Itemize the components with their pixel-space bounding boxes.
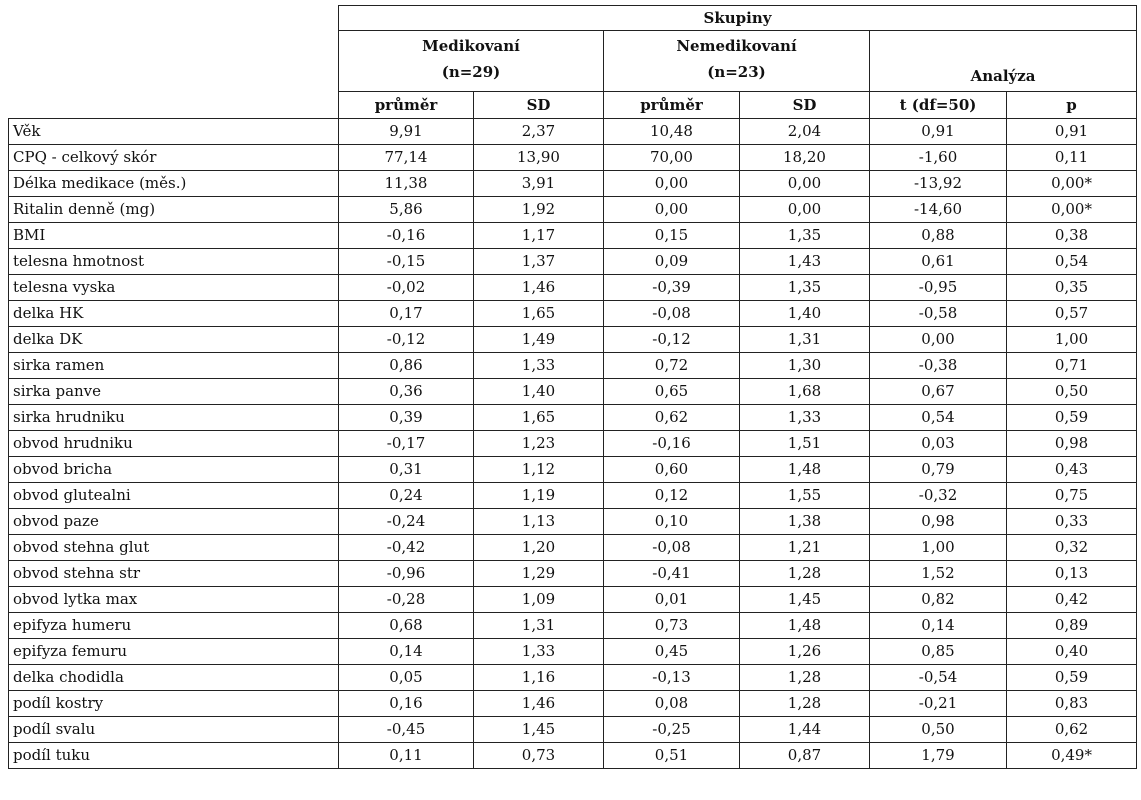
cell-t-value: 0,85	[870, 639, 1007, 665]
cell-medicated-mean: -0,28	[339, 587, 474, 613]
table-row	[9, 353, 1137, 379]
cell-t-value: -0,32	[870, 483, 1007, 509]
cell-unmedicated-mean: 0,00	[604, 171, 740, 197]
cell-unmedicated-mean: 0,51	[604, 743, 740, 769]
cell-medicated-mean: -0,12	[339, 327, 474, 353]
cell-medicated-mean: 0,11	[339, 743, 474, 769]
cell-medicated-mean: -0,02	[339, 275, 474, 301]
table-body	[9, 119, 1137, 769]
cell-medicated-sd: 1,46	[474, 275, 604, 301]
row-label: CPQ - celkový skór	[9, 145, 339, 171]
cell-t-value: 1,52	[870, 561, 1007, 587]
row-label: podíl kostry	[9, 691, 339, 717]
table-header	[9, 6, 1137, 119]
cell-p-value: 1,00	[1007, 327, 1137, 353]
cell-p-value: 0,40	[1007, 639, 1137, 665]
cell-medicated-sd: 1,16	[474, 665, 604, 691]
cell-unmedicated-mean: 0,12	[604, 483, 740, 509]
row-label: delka HK	[9, 301, 339, 327]
cell-unmedicated-sd: 2,04	[740, 119, 870, 145]
row-label: podíl svalu	[9, 717, 339, 743]
cell-medicated-sd: 13,90	[474, 145, 604, 171]
cell-medicated-mean: 0,14	[339, 639, 474, 665]
cell-p-value: 0,59	[1007, 405, 1137, 431]
row-label: obvod stehna glut	[9, 535, 339, 561]
cell-p-value: 0,00*	[1007, 171, 1137, 197]
cell-unmedicated-mean: 0,73	[604, 613, 740, 639]
cell-unmedicated-mean: -0,12	[604, 327, 740, 353]
cell-unmedicated-mean: 0,09	[604, 249, 740, 275]
cell-medicated-sd: 1,20	[474, 535, 604, 561]
cell-p-value: 0,83	[1007, 691, 1137, 717]
cell-unmedicated-mean: -0,16	[604, 431, 740, 457]
cell-unmedicated-sd: 1,43	[740, 249, 870, 275]
cell-p-value: 0,62	[1007, 717, 1137, 743]
row-label: delka DK	[9, 327, 339, 353]
cell-unmedicated-sd: 1,45	[740, 587, 870, 613]
group-unmedicated-n: (n=23)	[707, 63, 766, 81]
cell-t-value: -0,54	[870, 665, 1007, 691]
cell-t-value: 0,67	[870, 379, 1007, 405]
cell-p-value: 0,43	[1007, 457, 1137, 483]
table-row	[9, 665, 1137, 691]
cell-medicated-sd: 1,12	[474, 457, 604, 483]
cell-unmedicated-mean: 10,48	[604, 119, 740, 145]
table-row	[9, 405, 1137, 431]
row-label: obvod bricha	[9, 457, 339, 483]
group-unmedicated-name: Nemedikovaní	[676, 37, 797, 55]
row-label: delka chodidla	[9, 665, 339, 691]
cell-unmedicated-sd: 1,28	[740, 691, 870, 717]
col-header-medicated-mean: průměr	[339, 92, 474, 119]
cell-p-value: 0,89	[1007, 613, 1137, 639]
group-unmedicated-header	[604, 31, 870, 92]
table-row	[9, 249, 1137, 275]
cell-unmedicated-sd: 1,31	[740, 327, 870, 353]
cell-medicated-mean: -0,45	[339, 717, 474, 743]
row-label: sirka panve	[9, 379, 339, 405]
cell-t-value: 0,82	[870, 587, 1007, 613]
col-header-medicated-sd: SD	[474, 92, 604, 119]
cell-t-value: -0,38	[870, 353, 1007, 379]
analysis-header: Analýza	[870, 31, 1137, 92]
cell-t-value: 0,00	[870, 327, 1007, 353]
cell-p-value: 0,59	[1007, 665, 1137, 691]
cell-p-value: 0,71	[1007, 353, 1137, 379]
cell-unmedicated-sd: 1,28	[740, 561, 870, 587]
cell-p-value: 0,57	[1007, 301, 1137, 327]
col-header-t: t (df=50)	[870, 92, 1007, 119]
cell-medicated-mean: -0,42	[339, 535, 474, 561]
cell-t-value: 0,03	[870, 431, 1007, 457]
table-row	[9, 223, 1137, 249]
cell-unmedicated-mean: 0,72	[604, 353, 740, 379]
cell-unmedicated-mean: -0,41	[604, 561, 740, 587]
row-label: BMI	[9, 223, 339, 249]
cell-unmedicated-sd: 1,35	[740, 223, 870, 249]
cell-unmedicated-mean: -0,08	[604, 535, 740, 561]
cell-medicated-mean: 0,68	[339, 613, 474, 639]
cell-medicated-sd: 1,17	[474, 223, 604, 249]
table-row	[9, 275, 1137, 301]
cell-unmedicated-sd: 1,48	[740, 457, 870, 483]
cell-medicated-sd: 1,31	[474, 613, 604, 639]
table-row	[9, 717, 1137, 743]
table-row	[9, 483, 1137, 509]
cell-medicated-sd: 3,91	[474, 171, 604, 197]
cell-t-value: 0,14	[870, 613, 1007, 639]
cell-p-value: 0,35	[1007, 275, 1137, 301]
cell-medicated-sd: 1,13	[474, 509, 604, 535]
cell-medicated-sd: 1,40	[474, 379, 604, 405]
table-row	[9, 691, 1137, 717]
cell-p-value: 0,75	[1007, 483, 1137, 509]
cell-p-value: 0,11	[1007, 145, 1137, 171]
cell-unmedicated-mean: 0,08	[604, 691, 740, 717]
row-label: obvod glutealni	[9, 483, 339, 509]
cell-medicated-sd: 1,65	[474, 405, 604, 431]
cell-medicated-sd: 1,46	[474, 691, 604, 717]
table-row	[9, 431, 1137, 457]
cell-medicated-sd: 0,73	[474, 743, 604, 769]
table-row	[9, 587, 1137, 613]
cell-unmedicated-sd: 1,35	[740, 275, 870, 301]
cell-medicated-sd: 2,37	[474, 119, 604, 145]
row-label: sirka hrudniku	[9, 405, 339, 431]
cell-unmedicated-sd: 0,87	[740, 743, 870, 769]
cell-medicated-sd: 1,29	[474, 561, 604, 587]
row-label: sirka ramen	[9, 353, 339, 379]
cell-t-value: -0,95	[870, 275, 1007, 301]
table-row	[9, 561, 1137, 587]
cell-unmedicated-sd: 18,20	[740, 145, 870, 171]
table-row	[9, 535, 1137, 561]
cell-unmedicated-sd: 1,30	[740, 353, 870, 379]
cell-unmedicated-sd: 1,33	[740, 405, 870, 431]
cell-medicated-mean: 0,31	[339, 457, 474, 483]
row-label: Věk	[9, 119, 339, 145]
cell-unmedicated-sd: 1,48	[740, 613, 870, 639]
groups-title: Skupiny	[339, 6, 1137, 31]
cell-medicated-mean: 0,36	[339, 379, 474, 405]
row-label: podíl tuku	[9, 743, 339, 769]
cell-unmedicated-mean: 0,10	[604, 509, 740, 535]
cell-unmedicated-sd: 1,26	[740, 639, 870, 665]
cell-unmedicated-mean: -0,08	[604, 301, 740, 327]
cell-medicated-mean: 9,91	[339, 119, 474, 145]
cell-unmedicated-mean: -0,39	[604, 275, 740, 301]
cell-p-value: 0,91	[1007, 119, 1137, 145]
table-row	[9, 457, 1137, 483]
cell-medicated-mean: -0,24	[339, 509, 474, 535]
cell-medicated-sd: 1,65	[474, 301, 604, 327]
cell-unmedicated-sd: 0,00	[740, 197, 870, 223]
cell-medicated-mean: 0,16	[339, 691, 474, 717]
results-table-container	[8, 5, 1137, 769]
row-label: obvod stehna str	[9, 561, 339, 587]
cell-unmedicated-mean: 0,00	[604, 197, 740, 223]
cell-unmedicated-mean: 0,65	[604, 379, 740, 405]
cell-t-value: 0,50	[870, 717, 1007, 743]
cell-medicated-sd: 1,33	[474, 639, 604, 665]
row-label: telesna vyska	[9, 275, 339, 301]
group-medicated-n: (n=29)	[441, 63, 501, 81]
cell-medicated-mean: 5,86	[339, 197, 474, 223]
cell-p-value: 0,98	[1007, 431, 1137, 457]
cell-medicated-sd: 1,92	[474, 197, 604, 223]
cell-medicated-mean: -0,16	[339, 223, 474, 249]
cell-p-value: 0,50	[1007, 379, 1137, 405]
table-row	[9, 509, 1137, 535]
cell-unmedicated-mean: -0,13	[604, 665, 740, 691]
cell-unmedicated-sd: 0,00	[740, 171, 870, 197]
table-row	[9, 613, 1137, 639]
cell-unmedicated-mean: 0,45	[604, 639, 740, 665]
cell-p-value: 0,00*	[1007, 197, 1137, 223]
cell-p-value: 0,42	[1007, 587, 1137, 613]
cell-t-value: -0,21	[870, 691, 1007, 717]
results-table	[8, 5, 1137, 769]
cell-medicated-mean: 11,38	[339, 171, 474, 197]
cell-p-value: 0,13	[1007, 561, 1137, 587]
col-header-p: p	[1007, 92, 1137, 119]
cell-p-value: 0,32	[1007, 535, 1137, 561]
cell-unmedicated-sd: 1,51	[740, 431, 870, 457]
cell-unmedicated-sd: 1,40	[740, 301, 870, 327]
cell-t-value: 0,91	[870, 119, 1007, 145]
col-header-unmedicated-mean: průměr	[604, 92, 740, 119]
cell-medicated-mean: 0,17	[339, 301, 474, 327]
cell-unmedicated-mean: 0,15	[604, 223, 740, 249]
cell-medicated-mean: -0,96	[339, 561, 474, 587]
cell-t-value: 1,79	[870, 743, 1007, 769]
cell-t-value: -14,60	[870, 197, 1007, 223]
table-row	[9, 327, 1137, 353]
cell-medicated-sd: 1,19	[474, 483, 604, 509]
row-label: telesna hmotnost	[9, 249, 339, 275]
table-row	[9, 301, 1137, 327]
cell-medicated-sd: 1,49	[474, 327, 604, 353]
table-row	[9, 145, 1137, 171]
cell-unmedicated-mean: 0,62	[604, 405, 740, 431]
cell-unmedicated-mean: 70,00	[604, 145, 740, 171]
group-medicated-header	[339, 31, 604, 92]
cell-p-value: 0,49*	[1007, 743, 1137, 769]
cell-medicated-mean: 0,05	[339, 665, 474, 691]
cell-t-value: 0,98	[870, 509, 1007, 535]
cell-p-value: 0,33	[1007, 509, 1137, 535]
row-label: epifyza femuru	[9, 639, 339, 665]
cell-t-value: -0,58	[870, 301, 1007, 327]
row-label: Délka medikace (měs.)	[9, 171, 339, 197]
cell-medicated-sd: 1,45	[474, 717, 604, 743]
table-row	[9, 379, 1137, 405]
row-label: obvod lytka max	[9, 587, 339, 613]
cell-t-value: 0,61	[870, 249, 1007, 275]
cell-medicated-mean: 77,14	[339, 145, 474, 171]
cell-t-value: 1,00	[870, 535, 1007, 561]
cell-unmedicated-sd: 1,68	[740, 379, 870, 405]
cell-unmedicated-sd: 1,38	[740, 509, 870, 535]
row-label: epifyza humeru	[9, 613, 339, 639]
row-label: Ritalin denně (mg)	[9, 197, 339, 223]
table-row	[9, 197, 1137, 223]
group-medicated-name: Medikovaní	[422, 37, 520, 55]
cell-medicated-mean: 0,39	[339, 405, 474, 431]
cell-medicated-mean: 0,86	[339, 353, 474, 379]
cell-unmedicated-mean: 0,60	[604, 457, 740, 483]
cell-unmedicated-sd: 1,55	[740, 483, 870, 509]
cell-t-value: -13,92	[870, 171, 1007, 197]
cell-unmedicated-sd: 1,21	[740, 535, 870, 561]
cell-medicated-sd: 1,33	[474, 353, 604, 379]
table-row	[9, 119, 1137, 145]
cell-medicated-sd: 1,09	[474, 587, 604, 613]
table-row	[9, 639, 1137, 665]
header-corner	[9, 6, 339, 119]
cell-t-value: -1,60	[870, 145, 1007, 171]
row-label: obvod paze	[9, 509, 339, 535]
cell-medicated-mean: -0,15	[339, 249, 474, 275]
table-row	[9, 171, 1137, 197]
cell-unmedicated-mean: -0,25	[604, 717, 740, 743]
cell-medicated-mean: -0,17	[339, 431, 474, 457]
cell-t-value: 0,88	[870, 223, 1007, 249]
cell-t-value: 0,54	[870, 405, 1007, 431]
cell-unmedicated-sd: 1,44	[740, 717, 870, 743]
cell-t-value: 0,79	[870, 457, 1007, 483]
cell-unmedicated-mean: 0,01	[604, 587, 740, 613]
cell-medicated-sd: 1,23	[474, 431, 604, 457]
cell-p-value: 0,38	[1007, 223, 1137, 249]
col-header-unmedicated-sd: SD	[740, 92, 870, 119]
table-row	[9, 743, 1137, 769]
cell-medicated-mean: 0,24	[339, 483, 474, 509]
cell-p-value: 0,54	[1007, 249, 1137, 275]
row-label: obvod hrudniku	[9, 431, 339, 457]
cell-medicated-sd: 1,37	[474, 249, 604, 275]
cell-unmedicated-sd: 1,28	[740, 665, 870, 691]
